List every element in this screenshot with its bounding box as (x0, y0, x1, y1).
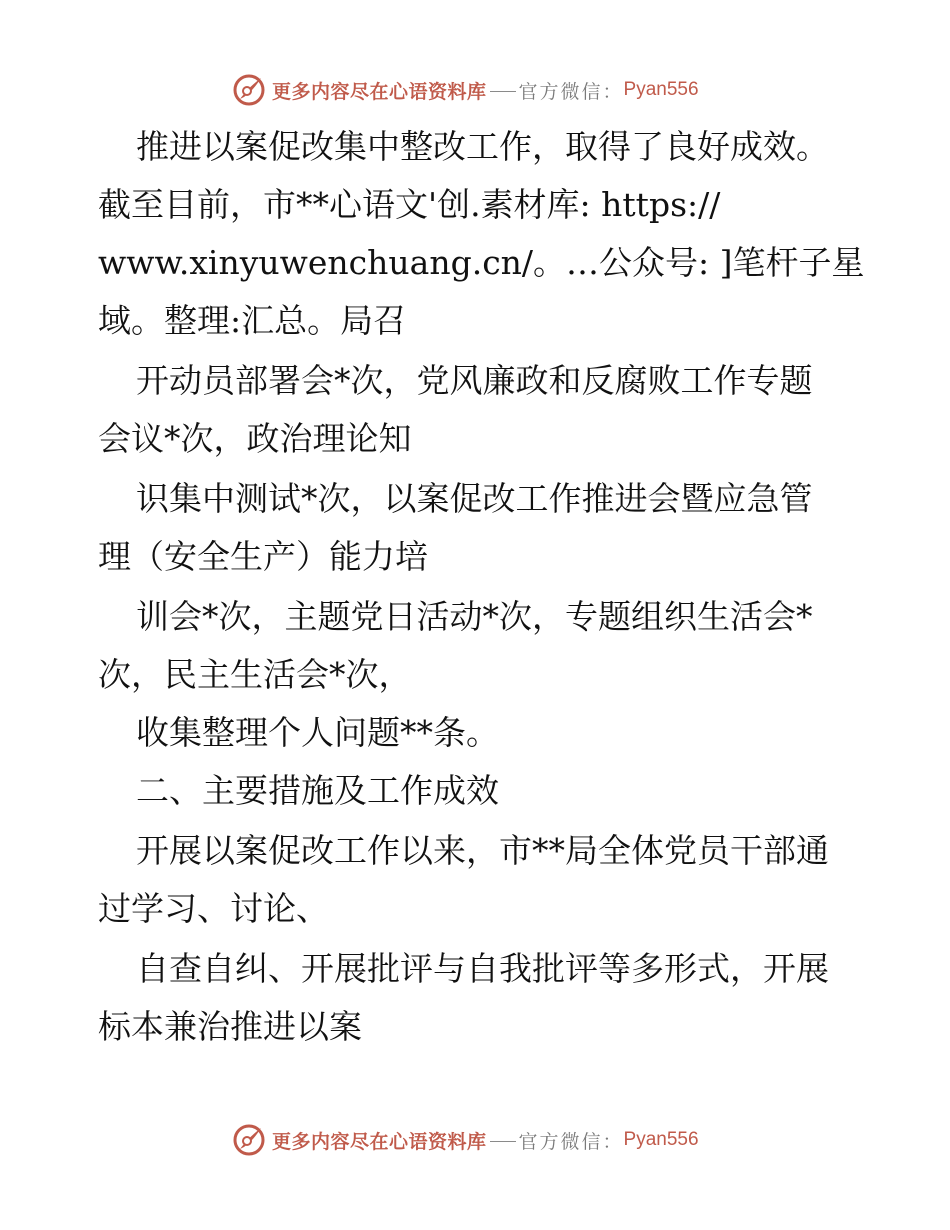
section-heading: 二、主要措施及工作成效 (136, 771, 499, 810)
watermark-banner-bottom (232, 1122, 699, 1158)
quill-logo-icon (232, 1123, 266, 1157)
paragraph-line: 截至目前，市**心语文'创.素材库: https:// (98, 185, 721, 224)
paragraph-line: 训会*次，主题党日活动*次，专题组织生活会* (136, 597, 813, 636)
paragraph-line: 推进以案促改集中整改工作，取得了良好成效。 (136, 127, 829, 166)
watermark-tagline: 官方微信： (518, 1130, 624, 1153)
watermark-brand-text: 更多内容尽在心语资料库 (272, 80, 487, 103)
paragraph-line: 开展以案促改工作以来，市**局全体党员干部通 (136, 831, 829, 870)
watermark-dash (490, 1141, 516, 1142)
paragraph-line: 标本兼治推进以案 (98, 1007, 362, 1046)
paragraph-line: 域。整理:汇总。局召 (98, 301, 407, 340)
watermark-handle: Pyan556 (623, 79, 699, 100)
paragraph-line: www.xinyuwenchuang.cn/。…公众号: ]笔杆子星 (98, 243, 865, 282)
watermark-dash (490, 91, 516, 92)
quill-logo-icon (232, 73, 266, 107)
paragraph-line: 自查自纠、开展批评与自我批评等多形式，开展 (136, 949, 829, 988)
paragraph-line: 开动员部署会*次，党风廉政和反腐败工作专题 (136, 361, 813, 400)
watermark-brand-text: 更多内容尽在心语资料库 (272, 1130, 487, 1153)
watermark-tagline: 官方微信： (518, 80, 624, 103)
paragraph-line: 收集整理个人问题**条。 (136, 713, 499, 752)
paragraph-line: 识集中测试*次，以案促改工作推进会暨应急管 (136, 479, 813, 518)
watermark-handle: Pyan556 (623, 1129, 699, 1150)
paragraph-line: 理（安全生产）能力培 (98, 537, 428, 576)
paragraph-line: 次，民主生活会*次， (98, 655, 412, 694)
paragraph-line: 会议*次，政治理论知 (98, 419, 412, 458)
watermark-banner-top (232, 72, 699, 108)
paragraph-line: 过学习、讨论、 (98, 889, 329, 928)
